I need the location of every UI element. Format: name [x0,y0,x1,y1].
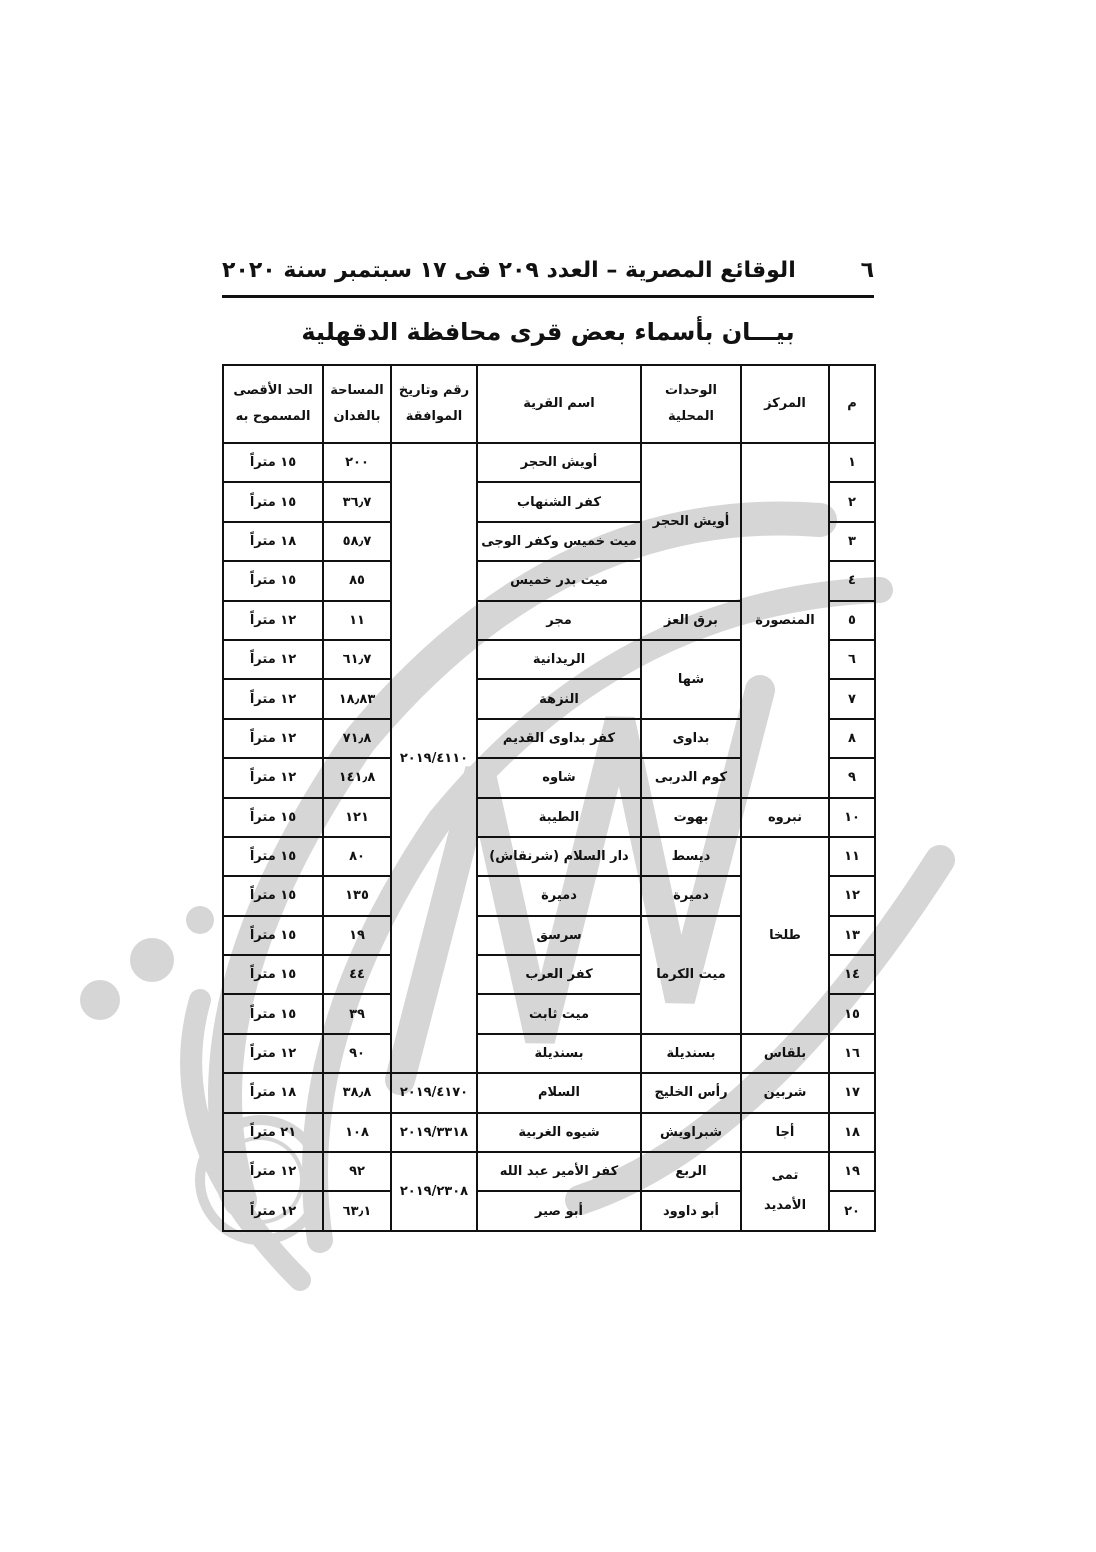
cell-units: الربع [641,1152,741,1191]
cell-units: ميت الكرما [641,916,741,1034]
cell-markaz: أجا [741,1113,829,1152]
cell-units: بهوت [641,798,741,837]
cell-m: ١ [829,443,875,482]
col-header-units [641,365,741,443]
cell-village: شيوه الغربية [477,1113,641,1152]
cell-village: الطيبة [477,798,641,837]
table-row [223,1034,875,1073]
cell-markaz: نبروه [741,798,829,837]
table-row [223,443,875,482]
cell-area: ٩٢ [323,1152,391,1191]
cell-village: دار السلام (شرنقاش) [477,837,641,876]
cell-approval: ٢٠١٩/٤١٧٠ [391,1073,477,1112]
cell-units: أبو داوود [641,1191,741,1230]
cell-area: ٦١٫٧ [323,640,391,679]
col-header-approval-line2: الموافقة [405,409,463,424]
cell-village: كفر الأمير عبد الله [477,1152,641,1191]
col-header-area [323,365,391,443]
cell-m: ٧ [829,679,875,718]
cell-approval: ٢٠١٩/٤١١٠ [391,443,477,1073]
table-row [223,1152,875,1191]
table-row [223,798,875,837]
cell-area: ٦٣٫١ [323,1191,391,1230]
cell-village: النزهة [477,679,641,718]
col-header-m: م [829,365,875,443]
cell-limit: ١٥ متراً [223,443,323,482]
cell-limit: ٢١ متراً [223,1113,323,1152]
header-rule [222,295,874,298]
cell-limit: ١٥ متراً [223,798,323,837]
cell-m: ١٨ [829,1113,875,1152]
cell-markaz: طلخا [741,837,829,1034]
cell-area: ٣٩ [323,994,391,1033]
cell-m: ١٢ [829,876,875,915]
cell-units: أويش الحجر [641,443,741,601]
cell-area: ٤٤ [323,955,391,994]
cell-limit: ١٢ متراً [223,679,323,718]
col-header-approval [391,365,477,443]
cell-markaz-line1: تمى [771,1168,799,1184]
col-header-village: اسم القرية [477,365,641,443]
cell-village: أبو صير [477,1191,641,1230]
cell-limit: ١٥ متراً [223,955,323,994]
cell-markaz: المنصورة [741,443,829,798]
cell-m: ٩ [829,758,875,797]
col-header-units-line1: الوحدات [665,383,717,398]
cell-area: ٧١٫٨ [323,719,391,758]
cell-limit: ١٨ متراً [223,1073,323,1112]
cell-limit: ١٥ متراً [223,916,323,955]
cell-area: ٨٠ [323,837,391,876]
cell-m: ٣ [829,522,875,561]
col-header-markaz: المركز [741,365,829,443]
cell-units: دميرة [641,876,741,915]
villages-table [222,364,876,1232]
cell-units: بسنديلة [641,1034,741,1073]
col-header-limit-line2: المسموح به [235,409,311,424]
cell-area: ٣٦٫٧ [323,482,391,521]
col-header-area-line1: المساحة [330,383,384,398]
cell-markaz [741,1152,829,1231]
cell-limit: ١٢ متراً [223,758,323,797]
cell-area: ١٤١٫٨ [323,758,391,797]
cell-m: ٦ [829,640,875,679]
cell-limit: ١٢ متراً [223,640,323,679]
cell-area: ٢٠٠ [323,443,391,482]
cell-area: ١٨٫٨٣ [323,679,391,718]
cell-m: ٥ [829,601,875,640]
cell-area: ٥٨٫٧ [323,522,391,561]
cell-markaz: بلقاس [741,1034,829,1073]
cell-village: بسنديلة [477,1034,641,1073]
table-row [223,1073,875,1112]
cell-m: ٨ [829,719,875,758]
table-row [223,837,875,876]
cell-limit: ١٨ متراً [223,522,323,561]
cell-village: أويش الحجر [477,443,641,482]
cell-limit: ١٥ متراً [223,994,323,1033]
cell-village: شاوه [477,758,641,797]
col-header-limit [223,365,323,443]
cell-village: كفر بداوى القديم [477,719,641,758]
cell-area: ٨٥ [323,561,391,600]
cell-area: ١٩ [323,916,391,955]
cell-area: ١٣٥ [323,876,391,915]
cell-units: كوم الدربى [641,758,741,797]
cell-village: ميت ثابت [477,994,641,1033]
cell-markaz-line2: الأمديد [763,1198,807,1214]
cell-m: ١١ [829,837,875,876]
cell-units: شبراويش [641,1113,741,1152]
cell-m: ١٦ [829,1034,875,1073]
cell-m: ٤ [829,561,875,600]
cell-limit: ١٢ متراً [223,1152,323,1191]
cell-units: بداوى [641,719,741,758]
cell-village: ميت بدر خميس [477,561,641,600]
cell-approval: ٢٠١٩/٣٣١٨ [391,1113,477,1152]
table-header-row [223,365,875,443]
cell-m: ٢٠ [829,1191,875,1230]
cell-village: سرسق [477,916,641,955]
cell-units: ديسط [641,837,741,876]
cell-m: ١٧ [829,1073,875,1112]
cell-limit: ١٢ متراً [223,1191,323,1230]
cell-units: شها [641,640,741,719]
cell-area: ١٠٨ [323,1113,391,1152]
table-row [223,1113,875,1152]
cell-limit: ١٢ متراً [223,719,323,758]
cell-area: ٩٠ [323,1034,391,1073]
cell-m: ١٣ [829,916,875,955]
cell-village: دميرة [477,876,641,915]
cell-limit: ١٢ متراً [223,601,323,640]
cell-m: ٢ [829,482,875,521]
col-header-limit-line1: الحد الأقصى [233,383,313,398]
cell-area: ١٢١ [323,798,391,837]
cell-village: الريدانية [477,640,641,679]
cell-area: ١١ [323,601,391,640]
header-text: الوقائع المصرية – العدد ٢٠٩ فى ١٧ سبتمبر سنة ٢٠٢٠ [222,257,796,283]
cell-limit: ١٢ متراً [223,1034,323,1073]
cell-m: ١٠ [829,798,875,837]
cell-village: ميت خميس وكفر الوجى [477,522,641,561]
cell-m: ١٤ [829,955,875,994]
cell-units: رأس الخليج [641,1073,741,1112]
cell-village: السلام [477,1073,641,1112]
cell-village: مجر [477,601,641,640]
cell-markaz: شربين [741,1073,829,1112]
cell-area: ٣٨٫٨ [323,1073,391,1112]
page-header [222,252,874,288]
col-header-units-line2: المحلية [668,409,714,424]
page-title: بيـــان بأسماء بعض قرى محافظة الدقهلية [301,318,795,346]
cell-m: ١٩ [829,1152,875,1191]
page-number: ٦ [860,257,874,283]
cell-units: برق العز [641,601,741,640]
col-header-area-line2: بالفدان [333,409,381,424]
cell-m: ١٥ [829,994,875,1033]
cell-village: كفر الشنهاب [477,482,641,521]
col-header-approval-line1: رقم وتاريخ [398,383,470,398]
cell-approval: ٢٠١٩/٢٣٠٨ [391,1152,477,1231]
cell-limit: ١٥ متراً [223,837,323,876]
cell-village: كفر العرب [477,955,641,994]
cell-limit: ١٥ متراً [223,876,323,915]
cell-limit: ١٥ متراً [223,561,323,600]
cell-limit: ١٥ متراً [223,482,323,521]
